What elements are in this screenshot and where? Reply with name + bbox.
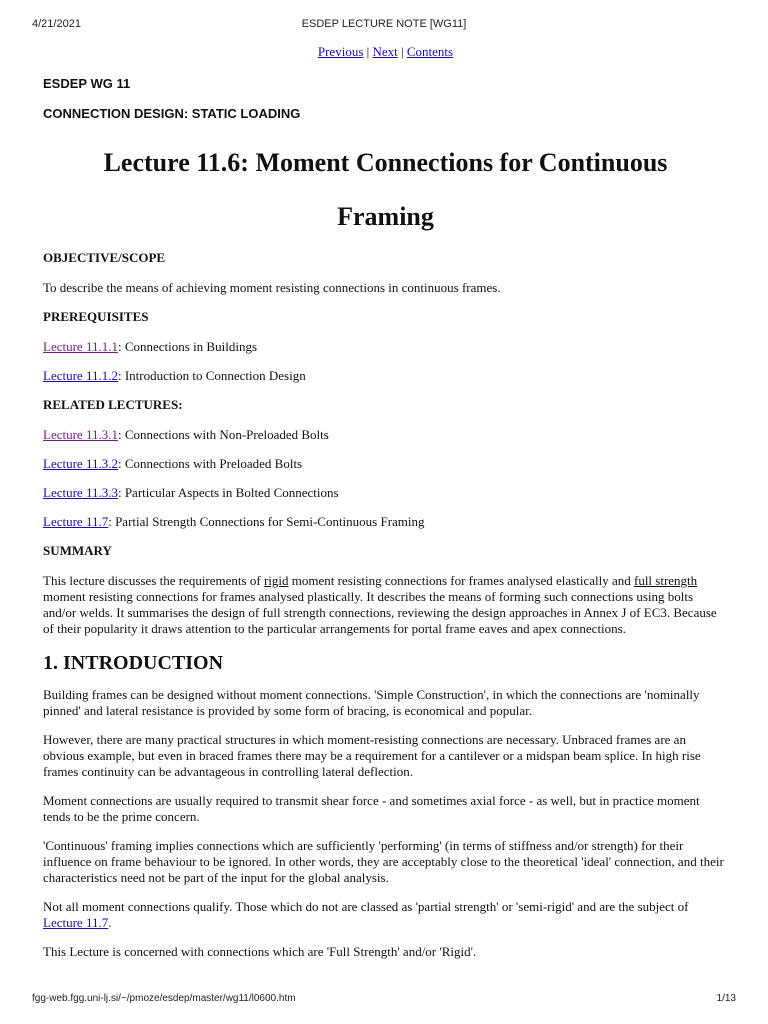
related-item: [43, 485, 728, 501]
objective-heading: OBJECTIVE/SCOPE: [43, 250, 166, 265]
intro-lecture-link[interactable]: Lecture 11.7: [43, 915, 109, 930]
intro-paragraph-2: However, there are many practical structures in which moment-resisting connections are necessary. Unbraced frames are an obvious example, but even in braced frames there may be a requirement for a cantilever or a midspan beam splice. In high rise frames continuity can be advantageous in controlling lateral deflection.: [43, 732, 701, 779]
lecture-title: [43, 136, 728, 244]
related-link[interactable]: Lecture 11.3.1: [43, 427, 118, 442]
lecture-title-line2: Framing: [337, 202, 434, 231]
summary-text: moment resisting connections for frames analysed plastically. It describes the means of forming such connections using bolts and/or welds. It summarises the design of full strength connections, reviewing the design approaches in Annex J of EC3. Because of their popularity it draws attention to the particular arrangements for portal frame eaves and apex connections.: [43, 589, 717, 636]
related-text: : Connections with Preloaded Bolts: [117, 456, 303, 471]
intro-paragraph-4: 'Continuous' framing implies connections which are sufficiently 'performing' (in terms of stiffness and/or strength) for their influence on frame behaviour to be ignored. In other words, they are acceptably close to the theoretical 'ideal' connection, and their characteristics need not be part of the input for the global analysis.: [43, 838, 724, 885]
prerequisite-item: [43, 368, 728, 384]
related-text: : Connections with Non-Preloaded Bolts: [117, 427, 329, 442]
related-item: [43, 427, 728, 443]
related-item: [43, 514, 728, 530]
prerequisite-item: [43, 339, 728, 355]
intro-paragraph-6: This Lecture is concerned with connections which are 'Full Strength' and/or 'Rigid'.: [43, 944, 477, 959]
related-text: : Particular Aspects in Bolted Connections: [117, 485, 339, 500]
intro-text: Not all moment connections qualify. Those which do not are classed as 'partial strength' or 'semi-rigid' and are the subject of: [43, 899, 689, 914]
intro-text: .: [108, 915, 112, 930]
summary-underline-full-strength: full strength: [633, 573, 698, 588]
related-heading: RELATED LECTURES:: [43, 397, 183, 412]
prerequisite-link[interactable]: Lecture 11.1.2: [43, 368, 118, 383]
intro-paragraph-5: [43, 899, 728, 931]
related-link[interactable]: Lecture 11.3.2: [43, 456, 118, 471]
related-link[interactable]: Lecture 11.3.3: [43, 485, 118, 500]
print-header: [0, 18, 768, 34]
related-item: [43, 456, 728, 472]
objective-text: To describe the means of achieving moment resisting connections in continuous frames.: [43, 280, 501, 295]
summary-text: moment resisting connections for frames analysed elastically and: [288, 573, 634, 588]
intro-paragraph-3: Moment connections are usually required to transmit shear force - and sometimes axial force - as well, but in practice moment tends to be the prime concern.: [43, 793, 700, 824]
summary-heading: SUMMARY: [43, 543, 112, 558]
group-subtitle: CONNECTION DESIGN: STATIC LOADING: [43, 106, 301, 121]
prerequisite-text: : Connections in Buildings: [117, 339, 258, 354]
prerequisites-heading: PREREQUISITES: [43, 309, 149, 324]
nav-next-link[interactable]: Next: [372, 44, 398, 59]
introduction-heading: 1. INTRODUCTION: [43, 652, 224, 674]
print-url: fgg-web.fgg.uni-lj.si/~/pmoze/esdep/master/wg11/l0600.htm: [32, 993, 296, 1004]
top-nav: [43, 44, 728, 60]
related-text: : Partial Strength Connections for Semi-Continuous Framing: [108, 514, 425, 529]
nav-separator: |: [397, 44, 407, 59]
print-date: 4/21/2021: [32, 18, 81, 30]
related-link[interactable]: Lecture 11.7: [43, 514, 109, 529]
nav-previous-link[interactable]: Previous: [317, 44, 364, 59]
nav-separator: |: [363, 44, 373, 59]
page-number: 1/13: [716, 993, 736, 1004]
summary-underline-rigid: rigid: [263, 573, 289, 588]
summary-text: This lecture discusses the requirements of: [43, 573, 264, 588]
prerequisite-link[interactable]: Lecture 11.1.1: [43, 339, 118, 354]
document-body: [43, 44, 728, 973]
intro-paragraph-1: Building frames can be designed without moment connections. 'Simple Construction', in which the connections are 'nominally pinned' and lateral resistance is provided by some form of bracing, is economical and popular.: [43, 687, 700, 718]
lecture-title-line1: Lecture 11.6: Moment Connections for Continuous: [103, 148, 668, 177]
summary-paragraph: [43, 573, 728, 637]
nav-contents-link[interactable]: Contents: [406, 44, 454, 59]
prerequisite-text: : Introduction to Connection Design: [117, 368, 306, 383]
group-title: ESDEP WG 11: [43, 76, 131, 91]
print-title: ESDEP LECTURE NOTE [WG11]: [301, 18, 467, 30]
